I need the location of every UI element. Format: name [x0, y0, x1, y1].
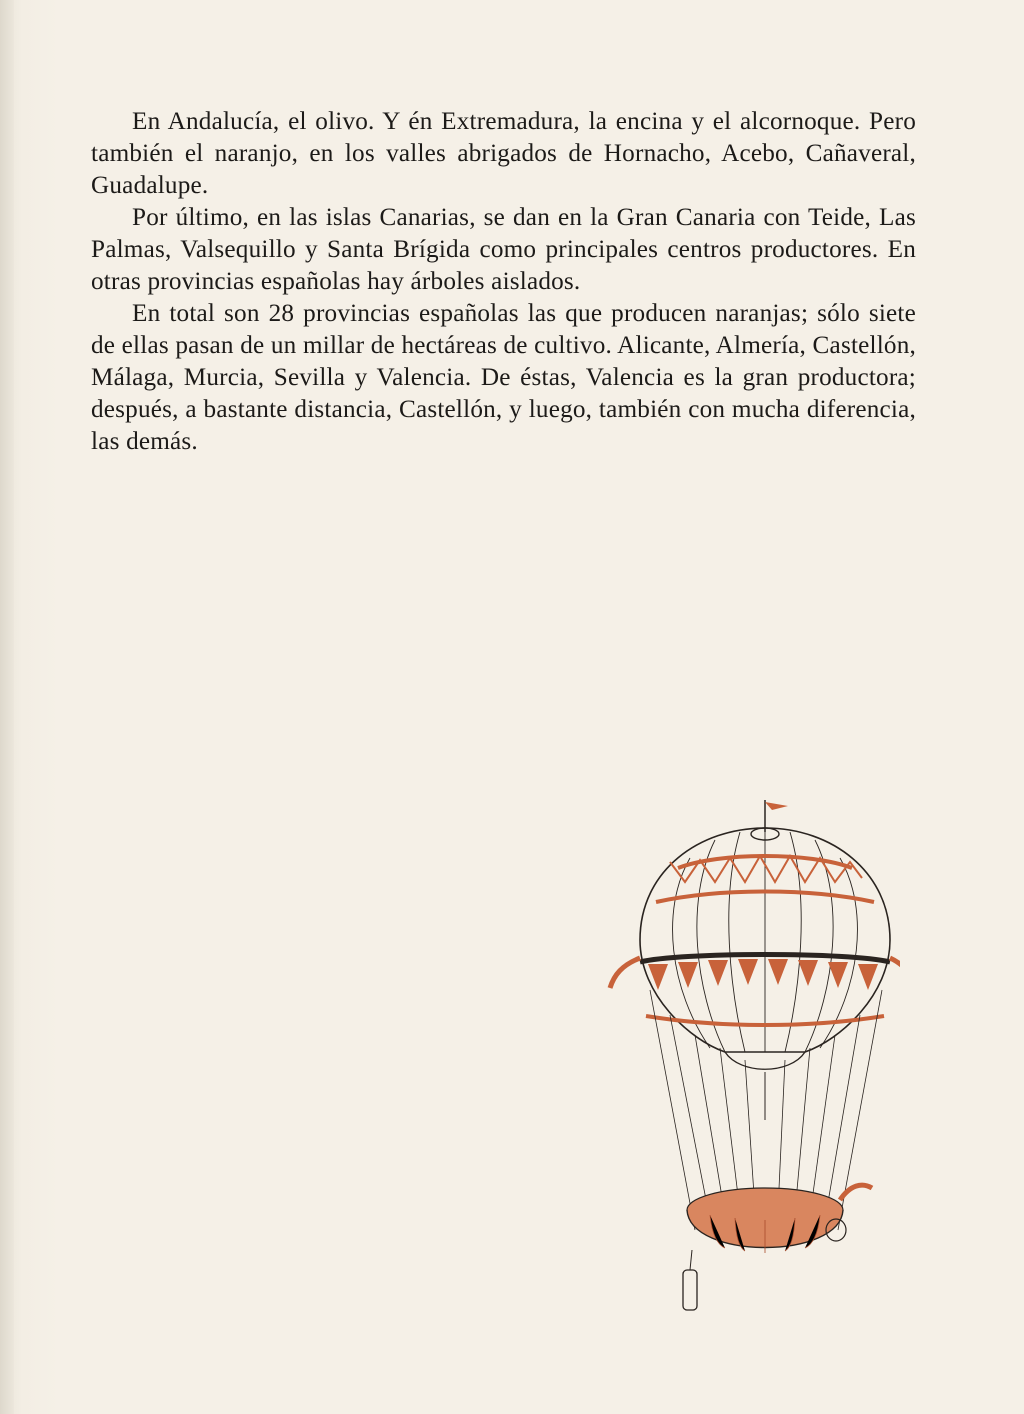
paragraph-andalucia: En Andalucía, el olivo. Y én Extremadura, la encina y el alcornoque. Pero también el naranjo, en los valles abrigados de Hornacho, Acebo, Cañaveral, Guadalupe. — [91, 108, 916, 199]
page-binding-edge — [0, 0, 14, 1414]
hot-air-balloon-icon — [600, 790, 900, 1330]
paragraph-provincias: En total son 28 provincias españolas las que producen naranjas; sólo siete de ellas pasan de un millar de hectáreas de cultivo. Alicante, Almería, Castellón, Málaga, Murcia, Sevilla y Valencia. De éstas, Valencia es la gran productora; después, a bastante distancia, Castellón, y luego, también con mucha diferencia, las demás. — [91, 300, 916, 455]
paragraph-canarias: Por último, en las islas Canarias, se dan en la Gran Canaria con Teide, Las Palmas, Valsequillo y Santa Brígida como principales centros productores. En otras provincias españolas hay árboles aislados. — [91, 204, 916, 295]
body-text — [91, 106, 916, 458]
